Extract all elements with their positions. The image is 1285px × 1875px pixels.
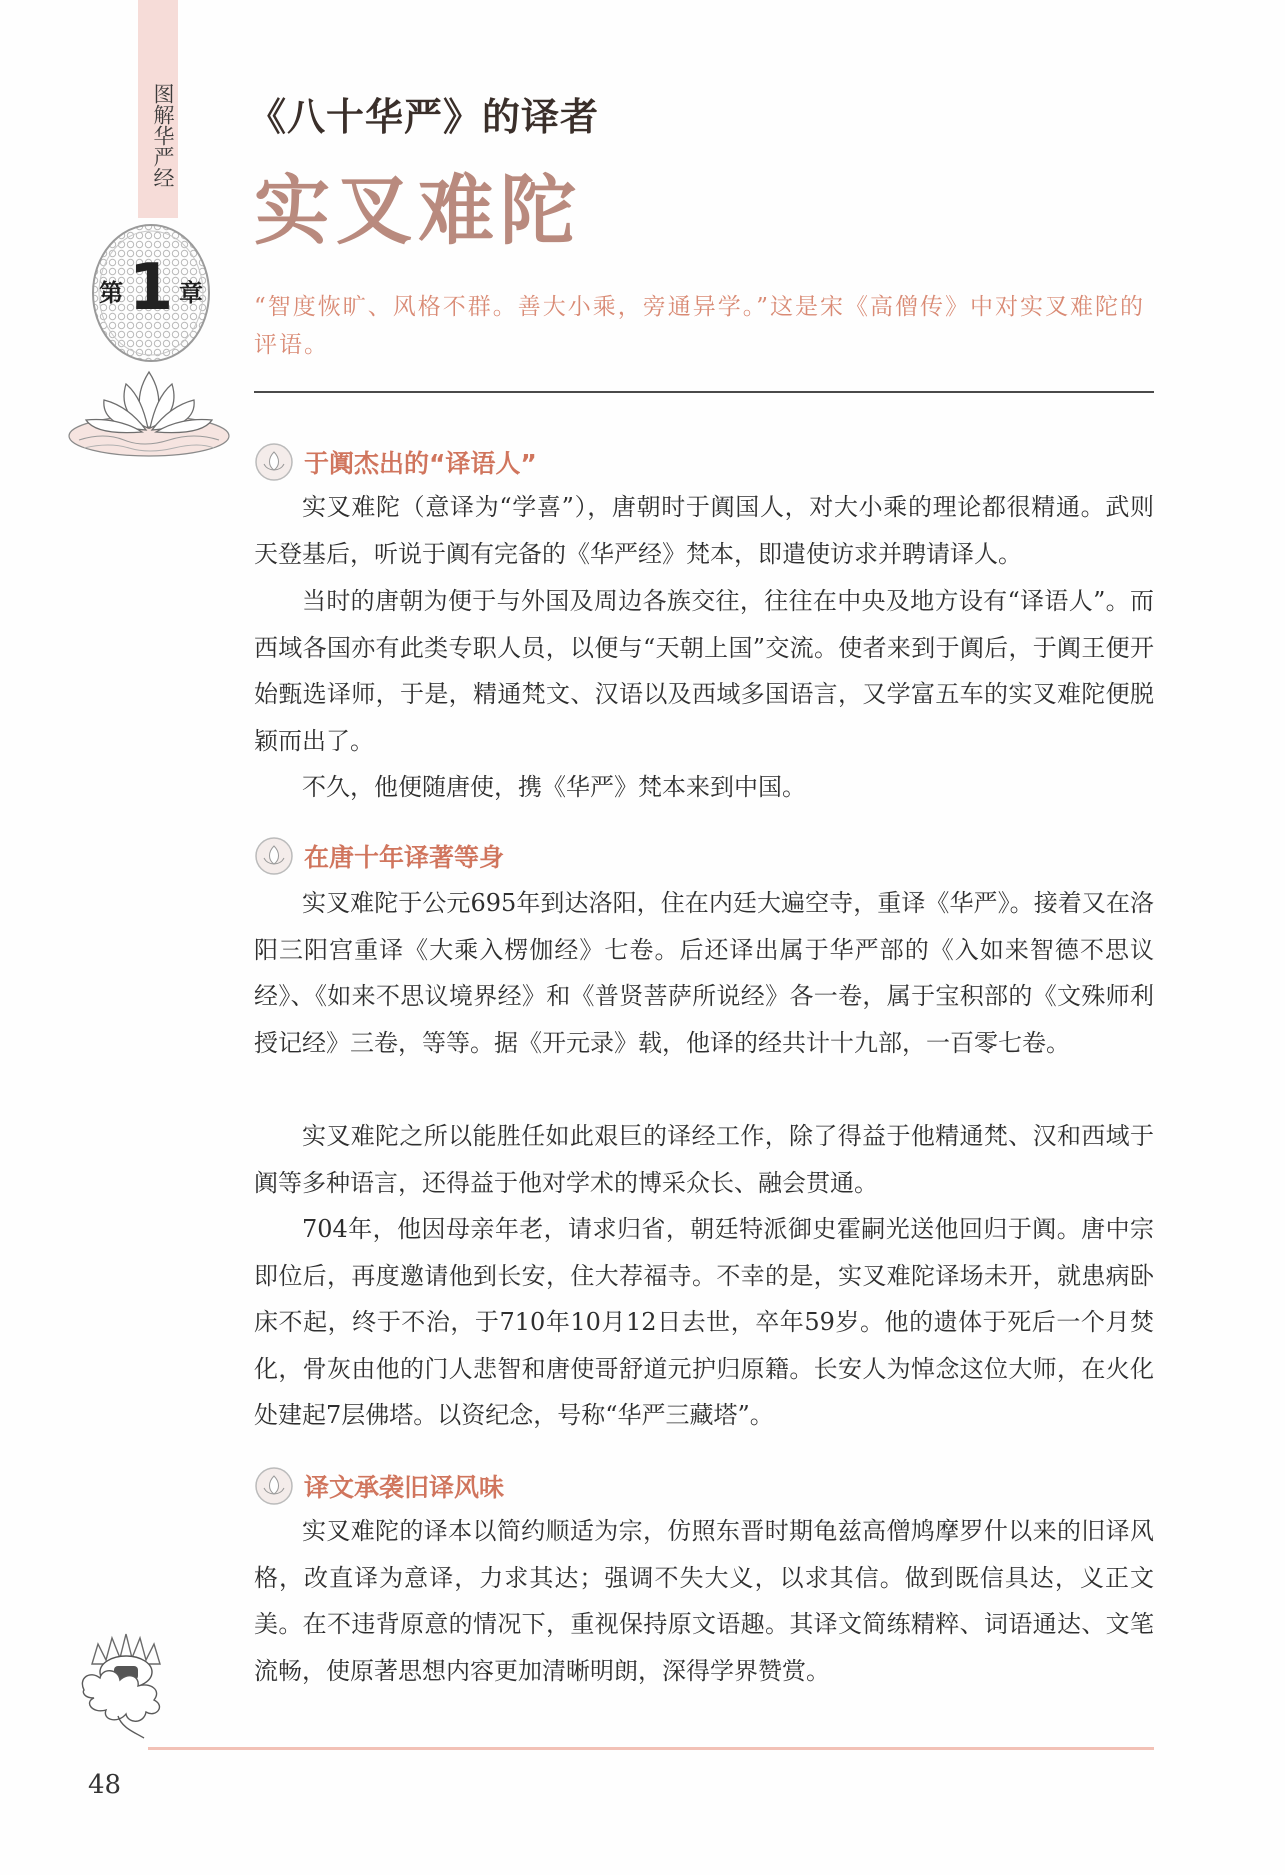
paragraph: 实叉难陀之所以能胜任如此艰巨的译经工作，除了得益于他精通梵、汉和西域于阗等多种语言，还得益于他对学术的博采众长、融会贯通。 [254,1122,1154,1197]
page-title: 实叉难陀 [254,166,582,255]
book-title-vertical: 图解华严经 [151,82,175,188]
paragraph: 当时的唐朝为便于与外国及周边各族交往，往往在中央及地方设有“译语人”。而西域各国亦有此类专职人员，以便与“天朝上国”交流。使者来到于阗后，于阗王便开始甄选译师，于是，精通梵文、汉语以及西域多国语言，又学富五车的实叉难陀便脱颖而出了。 [254,587,1154,755]
header-divider [254,391,1154,393]
section-heading [254,442,537,482]
section-heading [254,836,504,876]
section-lotus-icon [254,836,294,876]
paragraph: 实叉难陀的译本以简约顺适为宗，仿照东晋时期龟兹高僧鸠摩罗什以来的旧译风格，改直译为意译，力求其达；强调不失大义，以求其信。做到既信具达，义正文美。在不违背原意的情况下，重视保持原文语趣。其译文简练精粹、词语通达、文笔流畅，使原著思想内容更加清晰明朗，深得学界赞赏。 [254,1517,1154,1685]
chapter-label [90,251,212,325]
page-number: 48 [88,1770,122,1800]
paragraph: 实叉难陀于公元695年到达洛阳，住在内廷大遍空寺，重译《华严》。接着又在洛阳三阳宫重译《大乘入楞伽经》七卷。后还译出属于华严部的《入如来智德不思议经》、《如来不思议境界经》和《普贤菩萨所说经》各一卷，属于宝积部的《文殊师利授记经》三卷，等等。据《开元录》载，他译的经共计十九部，一百零七卷。 [254,889,1154,1057]
section-title: 译文承袭旧译风味 [304,1473,505,1502]
section-lotus-icon [254,442,294,482]
intro-quote: “智度恢旷、风格不群。善大小乘，旁通异学。”这是宋《高僧传》中对实叉难陀的评语。 [254,294,1146,358]
section-lotus-icon [254,1466,294,1506]
section-title: 于阗杰出的“译语人” [304,449,537,478]
paragraph: 不久，他便随唐使，携《华严》梵本来到中国。 [302,773,806,801]
chapter-number: 1 [128,251,174,325]
section-heading [254,1466,504,1506]
buddha-cloud-ornament-icon [78,1620,174,1744]
section-title: 在唐十年译著等身 [304,843,505,872]
chapter-prefix: 第 [99,279,124,307]
paragraph: 实叉难陀（意译为“学喜”），唐朝时于阗国人，对大小乘的理论都很精通。武则天登基后，听说于阗有完备的《华严经》梵本，即遣使访求并聘请译人。 [254,493,1154,568]
chapter-suffix: 章 [178,279,203,307]
paragraph: 704年，他因母亲年老，请求归省，朝廷特派御史霍嗣光送他回归于阗。唐中宗即位后，再度邀请他到长安，住大荐福寺。不幸的是，实叉难陀译场未开，就患病卧床不起，终于不治，于710年10月12日去世，卒年59岁。他的遗体于死后一个月焚化，骨灰由他的门人悲智和唐使哥舒道元护归原籍。长安人为悼念这位大师，在火化处建起7层佛塔。以资纪念，号称“华严三藏塔”。 [254,1215,1154,1429]
lotus-flower-icon [64,362,234,462]
page-subtitle: 《八十华严》的译者 [248,94,600,139]
footer-divider [148,1747,1154,1750]
